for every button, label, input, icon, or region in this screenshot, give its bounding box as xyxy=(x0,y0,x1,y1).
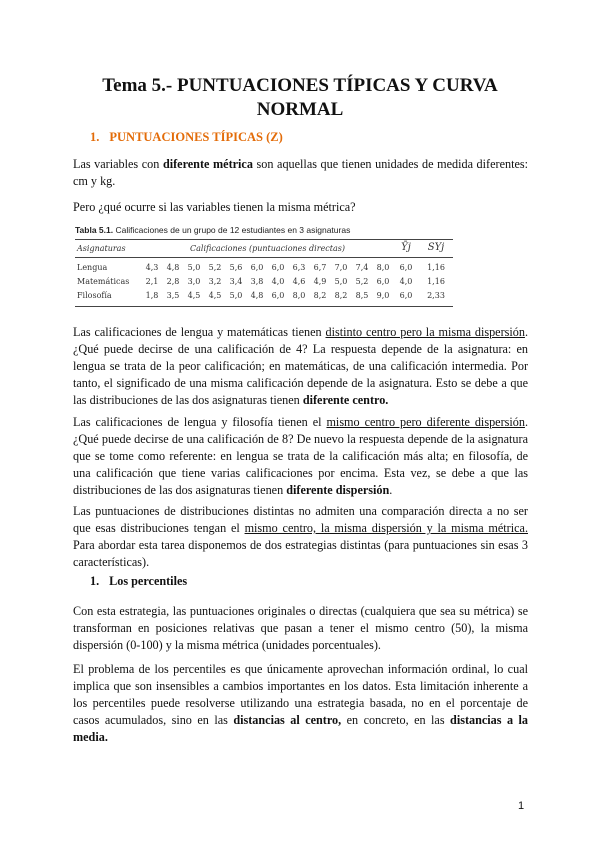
table-cell: 8,0 xyxy=(376,263,390,272)
paragraph-question: Pero ¿qué ocurre si las variables tienen la misma métrica? xyxy=(73,200,356,214)
paragraph-percentiles: Con esta estrategia, las puntuaciones originales o directas (cualquiera que sea su métrica) se transforman en posiciones relativas que pasan a tener el mismo centro (50), la misma dispersión (0-100) y la misma métrica (unidades porcentuales). xyxy=(73,604,528,652)
paragraph-lengua-matematicas xyxy=(73,324,528,409)
table-cell: 3,2 xyxy=(208,277,222,286)
table-caption-number: Tabla 5.1. xyxy=(75,225,114,235)
table-cell: 7,0 xyxy=(334,263,348,272)
paragraph-comparison xyxy=(73,503,528,571)
section-heading xyxy=(90,130,293,145)
p4-text-a: Las calificaciones de lengua y filosofía tienen el xyxy=(73,415,327,429)
table-cell: 6,0 xyxy=(250,263,264,272)
table-cell: 6,0 xyxy=(271,291,285,300)
p7-bold-1: distancias al centro, xyxy=(233,713,342,727)
table-header-subject: Asignaturas xyxy=(77,244,126,253)
table-cell-mean: 6,0 xyxy=(399,263,413,272)
p5-text-b: Para abordar esta tarea disponemos de dos estrategias distintas (para puntuaciones sin esas 3 características). xyxy=(73,538,528,569)
section-number: 1. xyxy=(90,130,100,144)
p4-text-b: . ¿Qué puede decirse de una calificación de 8? De nuevo la respuesta depende de la asignatura que se tome como referente: en lengua se trata de la calificación más alta; en filosofía, de una calificación que tiene varias calificaciones por encima. Esta vez, se debe a que las distribuciones de las dos asignaturas tienen xyxy=(73,415,528,497)
table-cell: 3,5 xyxy=(166,291,180,300)
table-cell: 4,8 xyxy=(250,291,264,300)
table-header-scores: Calificaciones (puntuaciones directas) xyxy=(190,244,345,253)
table-cell: 8,0 xyxy=(292,291,306,300)
document-title xyxy=(70,74,530,122)
section-label: PUNTUACIONES TÍPICAS (Z) xyxy=(109,130,283,144)
p1-text-c: son aquellas que tienen unidades de medida diferentes: cm y kg. xyxy=(73,157,528,188)
table-cell: 5,2 xyxy=(208,263,222,272)
p4-bold: diferente dispersión xyxy=(286,483,390,497)
p1-text-a: Las variables con xyxy=(73,157,163,171)
subsection-heading xyxy=(90,574,197,589)
table-cell: 5,0 xyxy=(229,291,243,300)
table-cell: 5,0 xyxy=(187,263,201,272)
table-cell: 5,0 xyxy=(334,277,348,286)
table-cell: 6,3 xyxy=(292,263,306,272)
table-bottom-rule xyxy=(75,306,453,307)
table-cell: 4,5 xyxy=(187,291,201,300)
table-caption-text: Calificaciones de un grupo de 12 estudiantes en 3 asignaturas xyxy=(113,225,351,235)
table-cell: 2,1 xyxy=(145,277,159,286)
paragraph-metric xyxy=(73,156,528,190)
row-label: Filosofía xyxy=(77,291,112,300)
table-cell: 7,4 xyxy=(355,263,369,272)
p7-bold-2: distancias a la media. xyxy=(73,713,529,744)
page-number: 1 xyxy=(518,800,525,812)
p5-underline: mismo centro, la misma dispersión y la misma métrica. xyxy=(244,521,528,535)
subsection-number: 1. xyxy=(90,574,100,588)
table-cell: 4,3 xyxy=(145,263,159,272)
table-cell: 4,5 xyxy=(208,291,222,300)
table-cell-sd: 1,16 xyxy=(427,277,445,286)
table-cell: 4,6 xyxy=(292,277,306,286)
table-cell: 9,0 xyxy=(376,291,390,300)
table-cell: 3,0 xyxy=(187,277,201,286)
p7-text-a: El problema de los percentiles es que únicamente aprovechan información ordinal, lo cual implica que son insensibles a cambios importantes en los datos. Esta limitación inherente a los percentiles puede resolverse utilizando una estrategia basada, no en el porcentaje de casos acumulados, sino en las xyxy=(73,662,528,727)
table-cell: 4,0 xyxy=(271,277,285,286)
table-cell-mean: 4,0 xyxy=(399,277,413,286)
table-top-rule xyxy=(75,239,453,240)
title-line-2: NORMAL xyxy=(256,99,344,120)
table-cell: 8,5 xyxy=(355,291,369,300)
table-cell: 6,7 xyxy=(313,263,327,272)
table-cell: 6,0 xyxy=(376,277,390,286)
table-cell: 4,8 xyxy=(166,263,180,272)
table-cell-sd: 1,16 xyxy=(427,263,445,272)
paragraph-lengua-filosofia xyxy=(73,414,528,499)
subsection-label: Los percentiles xyxy=(109,574,188,588)
table-cell: 4,9 xyxy=(313,277,327,286)
row-label: Lengua xyxy=(77,263,108,272)
table-cell: 8,2 xyxy=(313,291,327,300)
p3-text-a: Las calificaciones de lengua y matemáticas tienen xyxy=(73,325,326,339)
p4-underline: mismo centro pero diferente dispersión xyxy=(326,415,525,429)
table-cell: 5,6 xyxy=(229,263,243,272)
table-header-mean: Ȳj xyxy=(401,242,411,253)
table-cell: 8,2 xyxy=(334,291,348,300)
table-row xyxy=(75,291,453,303)
p4-end: . xyxy=(389,483,393,497)
table-row xyxy=(75,277,453,289)
p5-text-a: Las puntuaciones de distribuciones distintas no admiten una comparación directa a no ser que esas distribuciones tengan el xyxy=(73,504,528,535)
title-line-1: Tema 5.- PUNTUACIONES TÍPICAS Y CURVA xyxy=(102,75,498,96)
table-header-rule xyxy=(75,257,453,258)
paragraph-percentiles-problem xyxy=(73,661,528,746)
table-cell: 3,4 xyxy=(229,277,243,286)
table-row xyxy=(75,263,453,275)
p1-bold: diferente métrica xyxy=(162,157,253,171)
p3-text-b: . ¿Qué puede decirse de una calificación de 4? La respuesta depende de la asignatura: en lengua se trata de la peor calificación; en matemáticas, de una calificación intermedia. Por tanto, el significado de una misma calificación depende de la asignatura. Esto se debe a que las distribuciones de las dos asignaturas tienen xyxy=(73,325,528,407)
p3-bold: diferente centro. xyxy=(302,393,389,407)
row-label: Matemáticas xyxy=(77,277,130,286)
table-cell: 5,2 xyxy=(355,277,369,286)
table-cell: 6,0 xyxy=(271,263,285,272)
table-cell: 3,8 xyxy=(250,277,264,286)
p7-text-c: en concreto, en las xyxy=(341,713,451,727)
table-header-sd: SYj xyxy=(427,242,445,253)
table-caption xyxy=(75,225,350,235)
table-cell: 2,8 xyxy=(166,277,180,286)
table-cell-sd: 2,33 xyxy=(427,291,445,300)
table-cell: 1,8 xyxy=(145,291,159,300)
table-cell-mean: 6,0 xyxy=(399,291,413,300)
p3-underline: distinto centro pero la misma dispersión xyxy=(325,325,525,339)
